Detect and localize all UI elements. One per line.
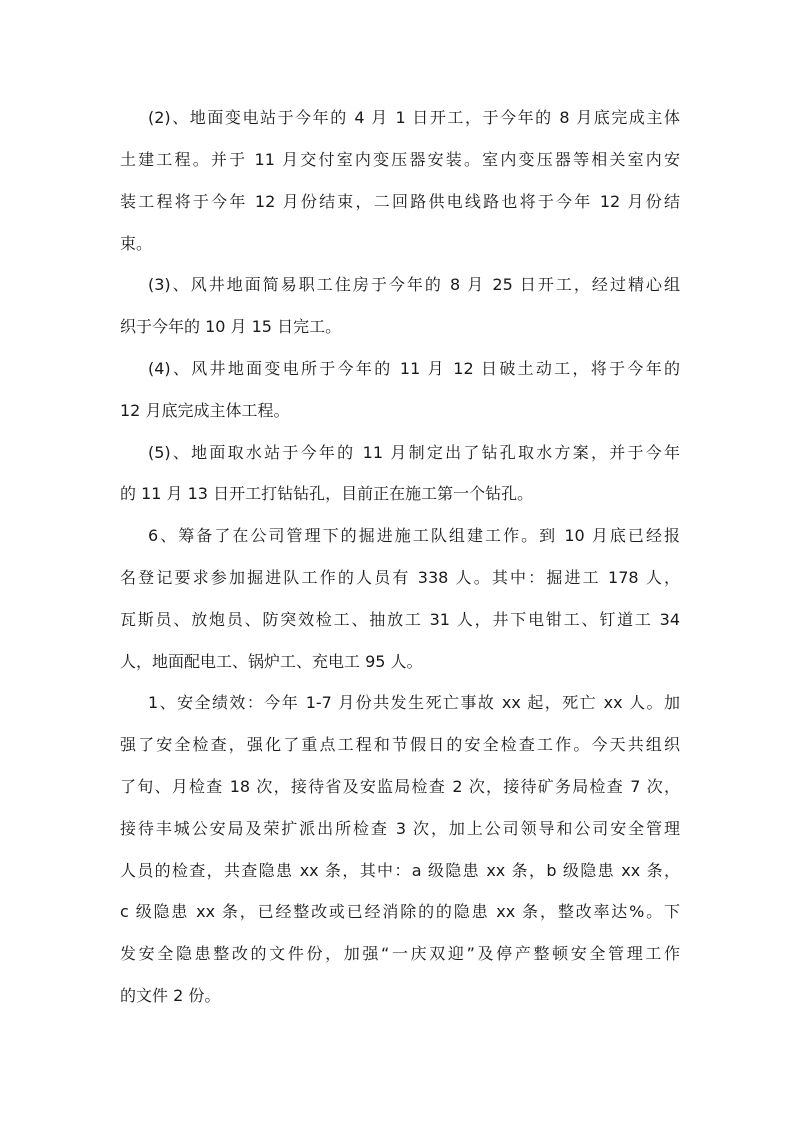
paragraph-4-line-2: 12 月底完成主体工程。 [120,401,290,420]
paragraph-7-line-8: 的文件 2 份。 [120,986,221,1005]
paragraph-7-line-4: 接待丰城公安局及荣扩派出所检查 3 次，加上公司领导和公司安全管理 [120,819,680,838]
paragraph-3-line-1: (3)、风井地面简易职工住房于今年的 8 月 25 日开工，经过精心组 [148,275,680,294]
paragraph-6-line-1: 6、筹备了在公司管理下的掘进施工队组建工作。到 10 月底已经报 [148,526,680,545]
paragraph-2-line-4: 束。 [120,234,153,253]
paragraph-2-line-1: (2)、地面变电站于今年的 4 月 1 日开工，于今年的 8 月底完成主体 [148,108,680,127]
paragraph-5-line-1: (5)、地面取水站于今年的 11 月制定出了钻孔取水方案，并于今年 [148,443,680,462]
paragraph-7-line-3: 了旬、月检查 18 次，接待省及安监局检查 2 次，接待矿务局检查 7 次， [120,777,680,796]
paragraph-7-line-2: 强了安全检查，强化了重点工程和节假日的安全检查工作。今天共组织 [120,735,680,754]
paragraph-4-line-1: (4)、风井地面变电所于今年的 11 月 12 日破土动工，将于今年的 [148,359,680,378]
paragraph-6-line-4: 人，地面配电工、锅炉工、充电工 95 人。 [120,652,423,671]
paragraph-7-line-5: 人员的检查，共查隐患 xx 条，其中：a 级隐患 xx 条，b 级隐患 xx 条， [120,861,680,880]
paragraph-6-line-2: 名登记要求参加掘进队工作的人员有 338 人。其中：掘进工 178 人， [120,568,680,587]
paragraph-2-line-2: 土建工程。并于 11 月交付室内变压器安装。室内变压器等相关室内安 [120,150,680,169]
paragraph-2-line-3: 装工程将于今年 12 月份结束，二回路供电线路也将于今年 12 月份结 [120,192,680,211]
paragraph-7-line-7: 发安全隐患整改的文件份，加强“一庆双迎”及停产整顿安全管理工作 [120,944,680,963]
paragraph-7-line-6: c 级隐患 xx 条，已经整改或已经消除的的隐患 xx 条，整改率达%。下 [120,902,680,921]
paragraph-6-line-3: 瓦斯员、放炮员、防突效检工、抽放工 31 人，井下电钳工、钉道工 34 [120,610,680,629]
paragraph-5-line-2: 的 11 月 13 日开工打钻钻孔，目前正在施工第一个钻孔。 [120,484,534,503]
paragraph-7-line-1: 1、安全绩效：今年 1-7 月份共发生死亡事故 xx 起，死亡 xx 人。加 [148,693,680,712]
paragraph-3-line-2: 织于今年的 10 月 15 日完工。 [120,317,342,336]
